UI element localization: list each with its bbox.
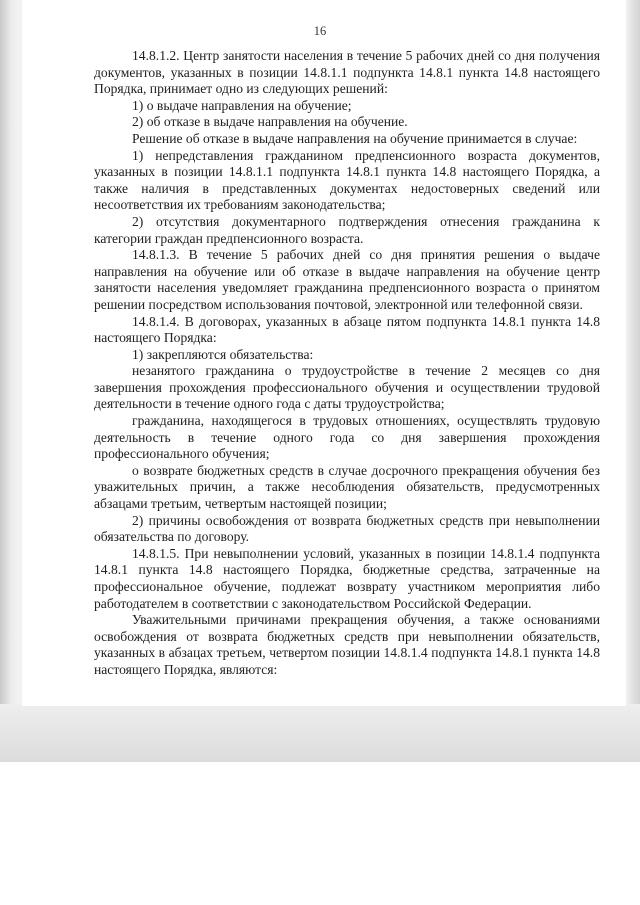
- page-number: 16: [313, 24, 327, 38]
- paragraph-14-8-1-5: 14.8.1.5. При невыполнении условий, указанных в позиции 14.8.1.4 подпункта 14.8.1 пункта 14.8 настоящего Порядка, бюджетные средства, затраченные на профессиональное обучение, подлежат возврату участником мероприятия либо работодателем в соответствии с законодательством Российской Федерации.: [94, 545, 600, 611]
- list-item-refusal-1: 1) непредставления гражданином предпенсионного возраста документов, указанных в позиции 14.8.1.1 подпункта 14.8.1 пункта 14.8 настоящего Порядка, а также наличия в представленных документах недостоверных сведений или несоответствия их требованиям законодательства;: [94, 147, 600, 213]
- paragraph-14-8-1-3: 14.8.1.3. В течение 5 рабочих дней со дня принятия решения о выдаче направления на обучение или об отказе в выдаче направления на обучение центр занятости населения уведомляет гражданина предпенсионного возраста о принятом решении посредством использования почтовой, электронной или телефонной связи.: [94, 247, 600, 312]
- list-item-decision-2: 2) об отказе в выдаче направления на обучение.: [132, 114, 408, 130]
- paragraph-valid-reasons: Уважительными причинами прекращения обучения, а также основаниями освобождения от возврата бюджетных средств при невыполнении обязательств, указанных в абзацах третьем, четвертом позиции 14.8.1.4 подпункта 14.8.1 пункта 14.8 настоящего Порядка, являются:: [94, 612, 600, 677]
- paragraph-unemployed-obligation: незанятого гражданина о трудоустройстве в течение 2 месяцев со дня завершения прохождения профессионального обучения и осуществлении трудовой деятельности в течение одного года с даты трудоустройства;: [94, 363, 600, 412]
- list-item-exemption-reasons: 2) причины освобождения от возврата бюджетных средств при невыполнении обязательства по договору.: [94, 512, 600, 545]
- paragraph-14-8-1-4: 14.8.1.4. В договорах, указанных в абзаце пятом подпункта 14.8.1 пункта 14.8 настоящего Порядка:: [94, 313, 600, 346]
- list-item-refusal-2: 2) отсутствия документарного подтверждения отнесения гражданина к категории граждан предпенсионного возраста.: [94, 213, 600, 246]
- list-item-obligations: 1) закрепляются обязательства:: [132, 346, 314, 362]
- scan-left-shadow: [0, 0, 16, 762]
- scan-bottom-shadow: [0, 704, 640, 762]
- document-body: [94, 48, 600, 679]
- paragraph-refusal-cases: Решение об отказе в выдаче направления на обучение принимается в случае:: [132, 130, 578, 146]
- scan-right-shadow: [626, 0, 640, 762]
- blank-area: [0, 762, 640, 905]
- paragraph-employed-obligation: гражданина, находящегося в трудовых отношениях, осуществлять трудовую деятельность в течение одного года со дня завершения прохождения профессионального обучения;: [94, 413, 600, 462]
- list-item-decision-1: 1) о выдаче направления на обучение;: [132, 97, 352, 113]
- paragraph-refund-obligation: о возврате бюджетных средств в случае досрочного прекращения обучения без уважительных причин, а также несоблюдения обязательств, предусмотренных абзацами третьим, четвертым настоящей позиции;: [94, 462, 600, 512]
- paragraph-14-8-1-2: 14.8.1.2. Центр занятости населения в течение 5 рабочих дней со дня получения документов, указанных в позиции 14.8.1.1 подпункта 14.8.1 пункта 14.8 настоящего Порядка, принимает одно из следующих решений:: [94, 48, 600, 97]
